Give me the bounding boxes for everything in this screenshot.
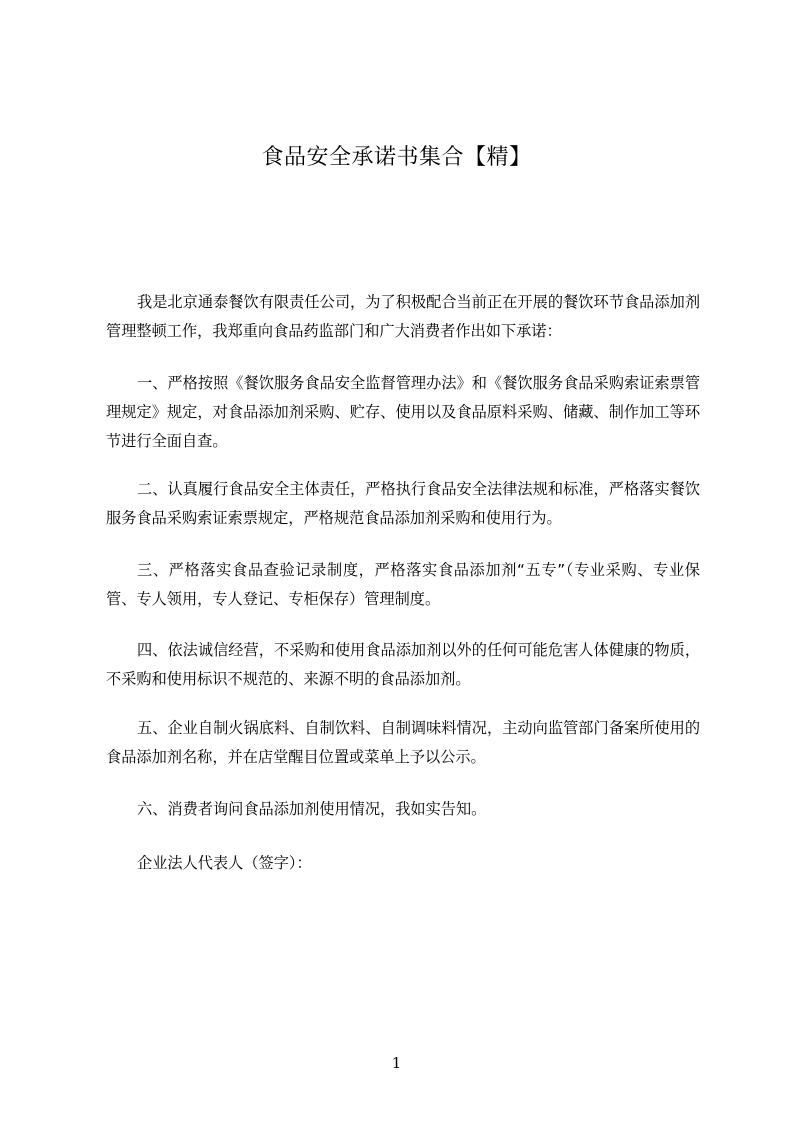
page-number: 1	[391, 1054, 402, 1072]
paragraph-text: 三、严格落实食品查验记录制度，严格落实食品添加剂“五专”（专业采购、专业保管、专人领用，专人登记、专柜保存）管理制度。	[106, 561, 700, 608]
paragraph-commitment-6	[106, 795, 700, 824]
paragraph-intro	[106, 288, 700, 346]
document-title: 食品安全承诺书集合【精】	[261, 145, 532, 170]
signature-label: 企业法人代表人（签字）：	[137, 854, 312, 872]
paragraph-commitment-3	[106, 556, 700, 614]
paragraph-text: 我是北京通泰餐饮有限责任公司，为了积极配合当前正在开展的餐饮环节食品添加剂管理整顿工作，我郑重向食品药监部门和广大消费者作出如下承诺：	[106, 293, 700, 340]
paragraph-text: 二、认真履行食品安全主体责任，严格执行食品安全法律法规和标准，严格落实餐饮服务食品采购索证索票规定，严格规范食品添加剂采购和使用行为。	[106, 480, 700, 527]
paragraph-commitment-5	[106, 714, 700, 772]
paragraph-text: 五、企业自制火锅底料、自制饮料、自制调味料情况，主动向监管部门备案所使用的食品添加剂名称，并在店堂醒目位置或菜单上予以公示。	[106, 719, 700, 766]
paragraph-text: 四、依法诚信经营，不采购和使用食品添加剂以外的任何可能危害人体健康的物质，不采购和使用标识不规范的、来源不明的食品添加剂。	[106, 641, 700, 688]
paragraph-text: 六、消费者询问食品添加剂使用情况，我如实告知。	[137, 800, 487, 818]
signature-line	[106, 849, 700, 878]
paragraph-commitment-2	[106, 475, 700, 533]
paragraph-commitment-1	[106, 369, 700, 456]
paragraph-text: 一、严格按照《餐饮服务食品安全监督管理办法》和《餐饮服务食品采购索证索票管理规定》规定，对食品添加剂采购、贮存、使用以及食品原料采购、储藏、制作加工等环节进行全面自查。	[106, 374, 700, 450]
paragraph-commitment-4	[106, 636, 700, 694]
